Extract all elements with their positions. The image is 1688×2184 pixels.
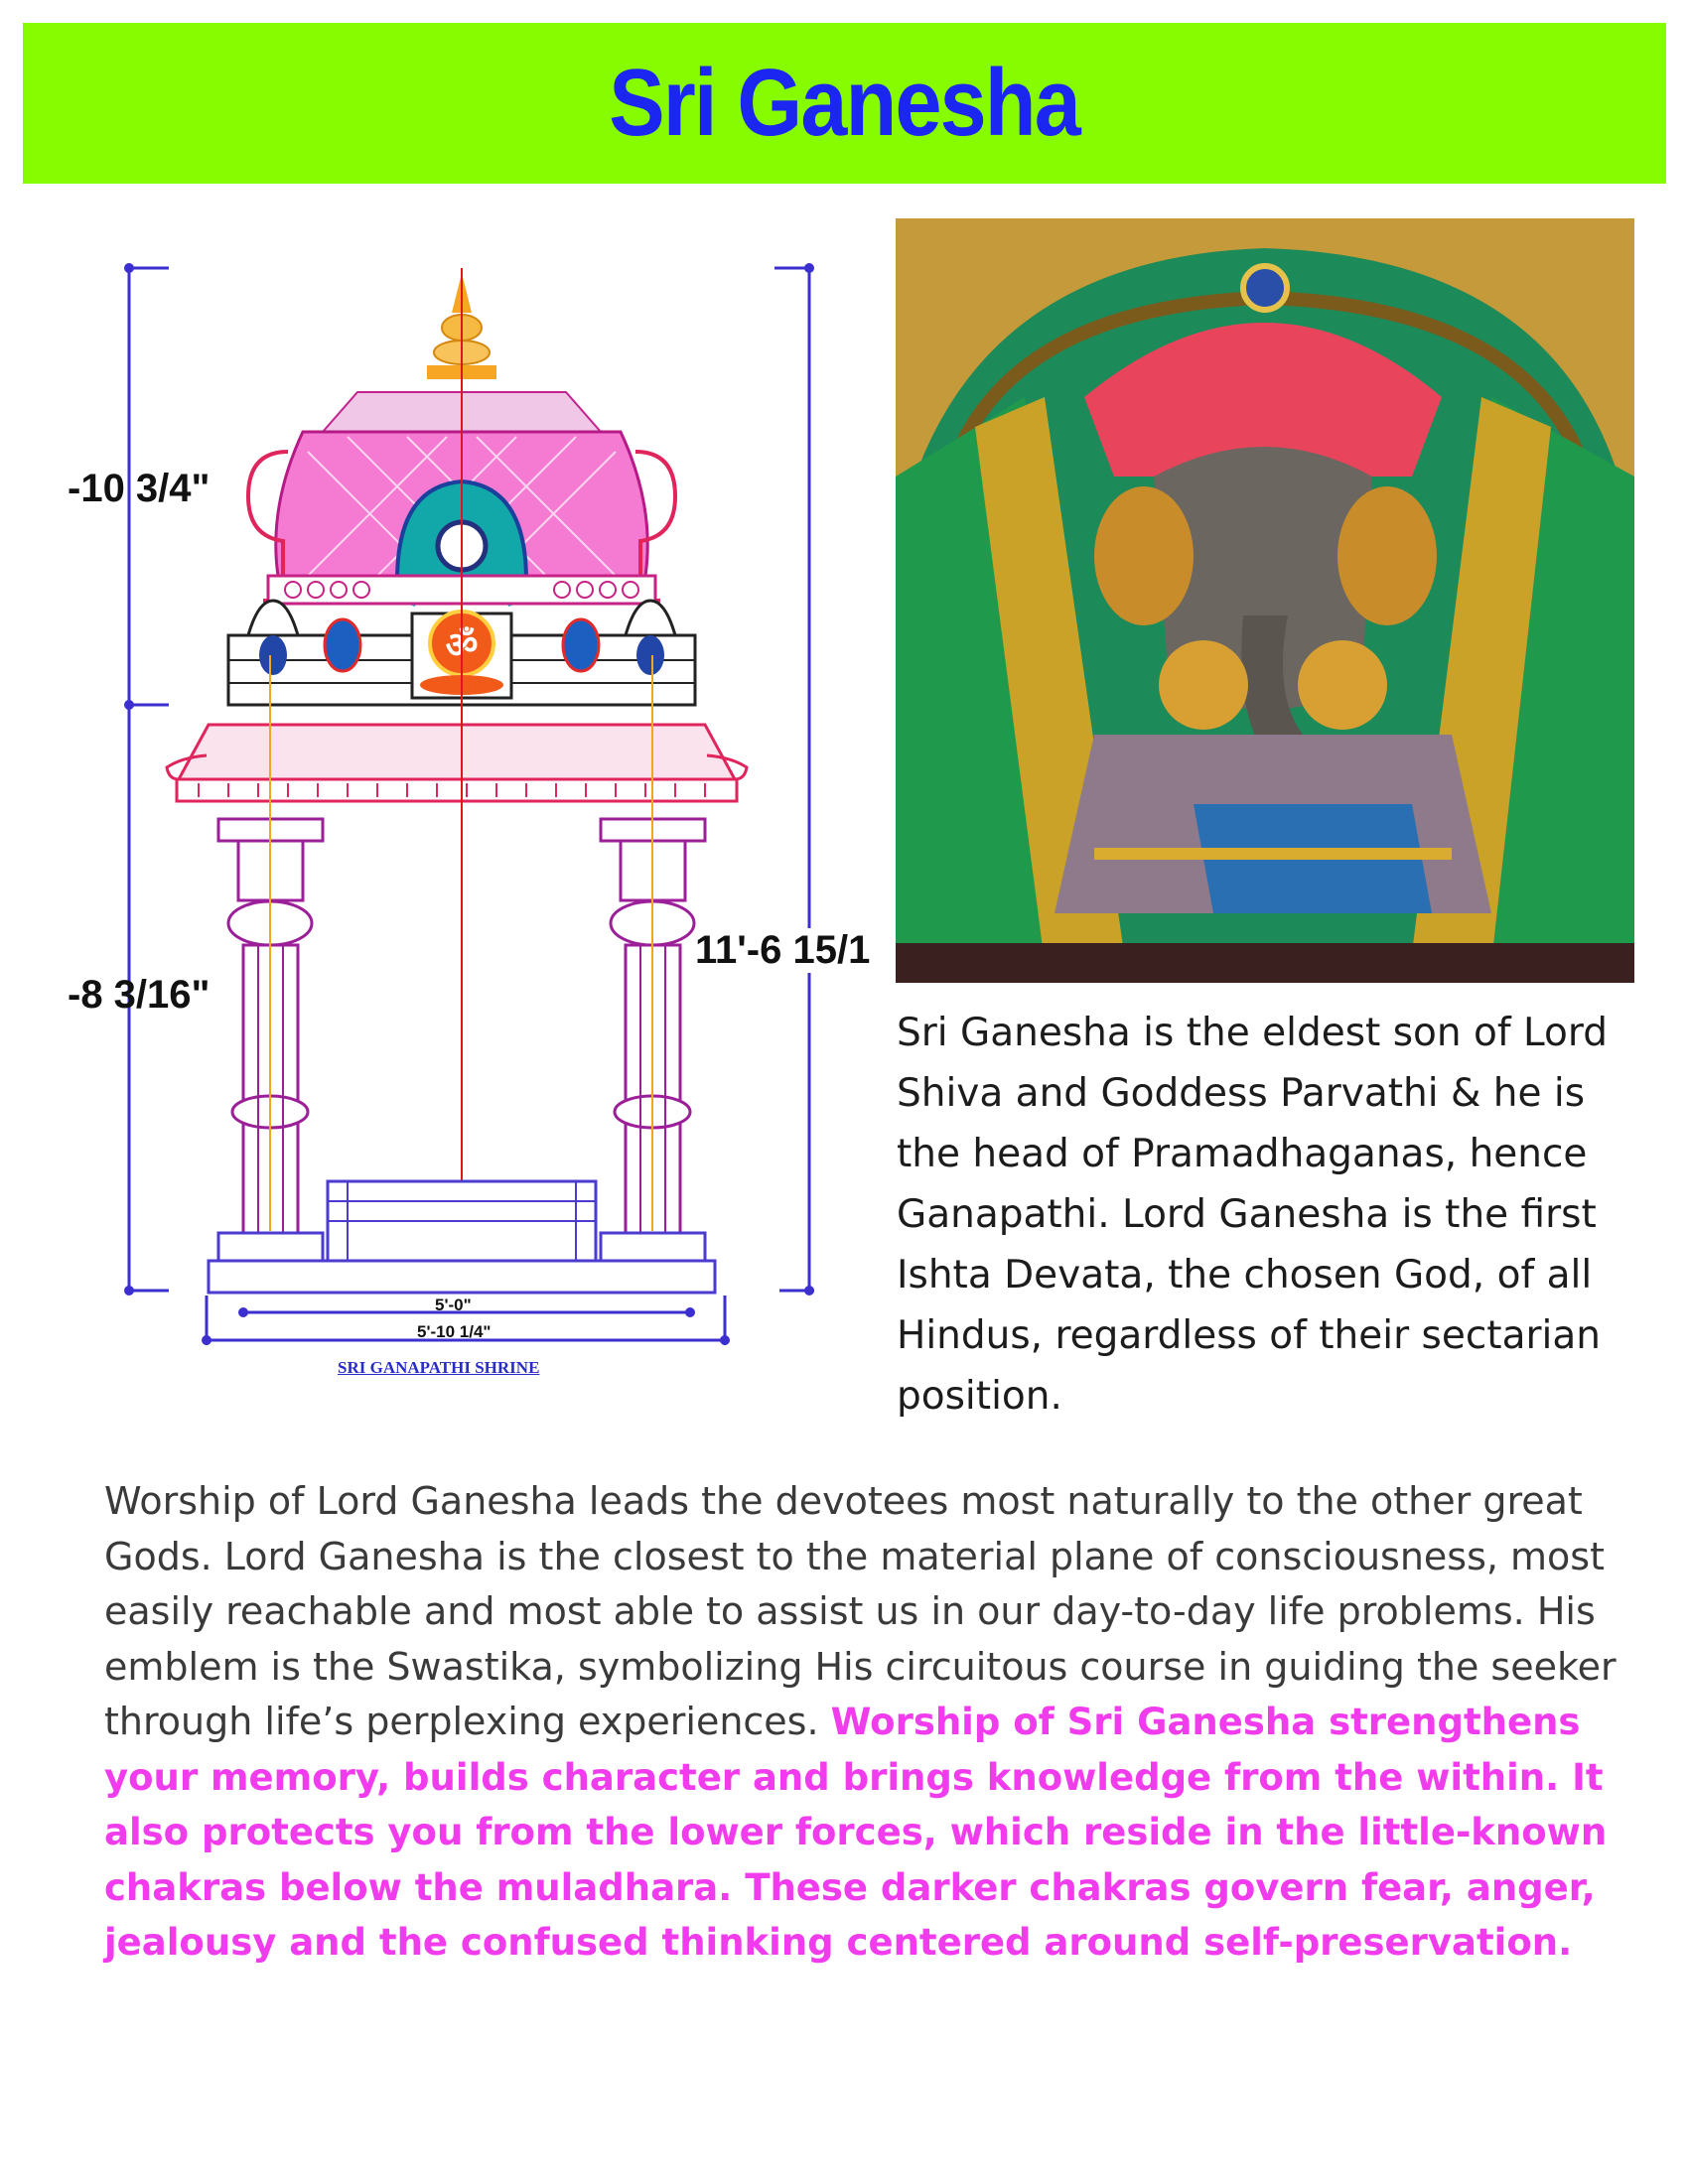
body-paragraph (104, 1474, 1653, 1971)
dimension-label-total: 11'-6 15/1 (695, 928, 894, 973)
shrine-drawing (60, 238, 894, 1390)
shrine-caption: SRI GANAPATHI SHRINE (338, 1358, 540, 1377)
svg-text:ॐ: ॐ (445, 625, 479, 666)
ganesha-photo (896, 218, 1634, 983)
dimension-label-middle: -8 3/16" (68, 973, 211, 1017)
ganesha-idol-image (896, 218, 1634, 983)
dimension-label-inner-width: 5'-0" (435, 1296, 472, 1314)
body-text: Worship of Lord Ganesha leads the devotees most naturally to the other great Gods. Lord Ganesha is the closest to the material plane of consciousness, most easily reachable and most able to assist us in our day-to-day life problems. His emblem is the Swastika, symbolizing His circuitous course in guiding the seeker through life’s perplexing experiences. (104, 1479, 1617, 1743)
title-banner (23, 23, 1666, 184)
dimension-label-top: -10 3/4" (68, 467, 211, 510)
shrine-illustration (60, 238, 894, 1390)
intro-paragraph: Sri Ganesha is the eldest son of Lord Shiva and Goddess Parvathi & he is the head of Pramadhaganas, hence Ganapathi. Lord Ganesha is the first Ishta Devata, the chosen God, of all Hindus, regardless of their sectarian position. (897, 1011, 1609, 1419)
dimension-label-outer-width: 5'-10 1/4" (417, 1322, 492, 1341)
highlighted-text: Worship of Sri Ganesha strengthens your memory, builds character and brings knowledge from the within. It also protects you from the lower forces, which reside in the little-known chakras below the muladhara. These darker chakras govern fear, anger, jealousy and the confused thinking centered around self-preservation. (104, 1701, 1608, 1964)
page-title: Sri Ganesha (609, 50, 1080, 156)
